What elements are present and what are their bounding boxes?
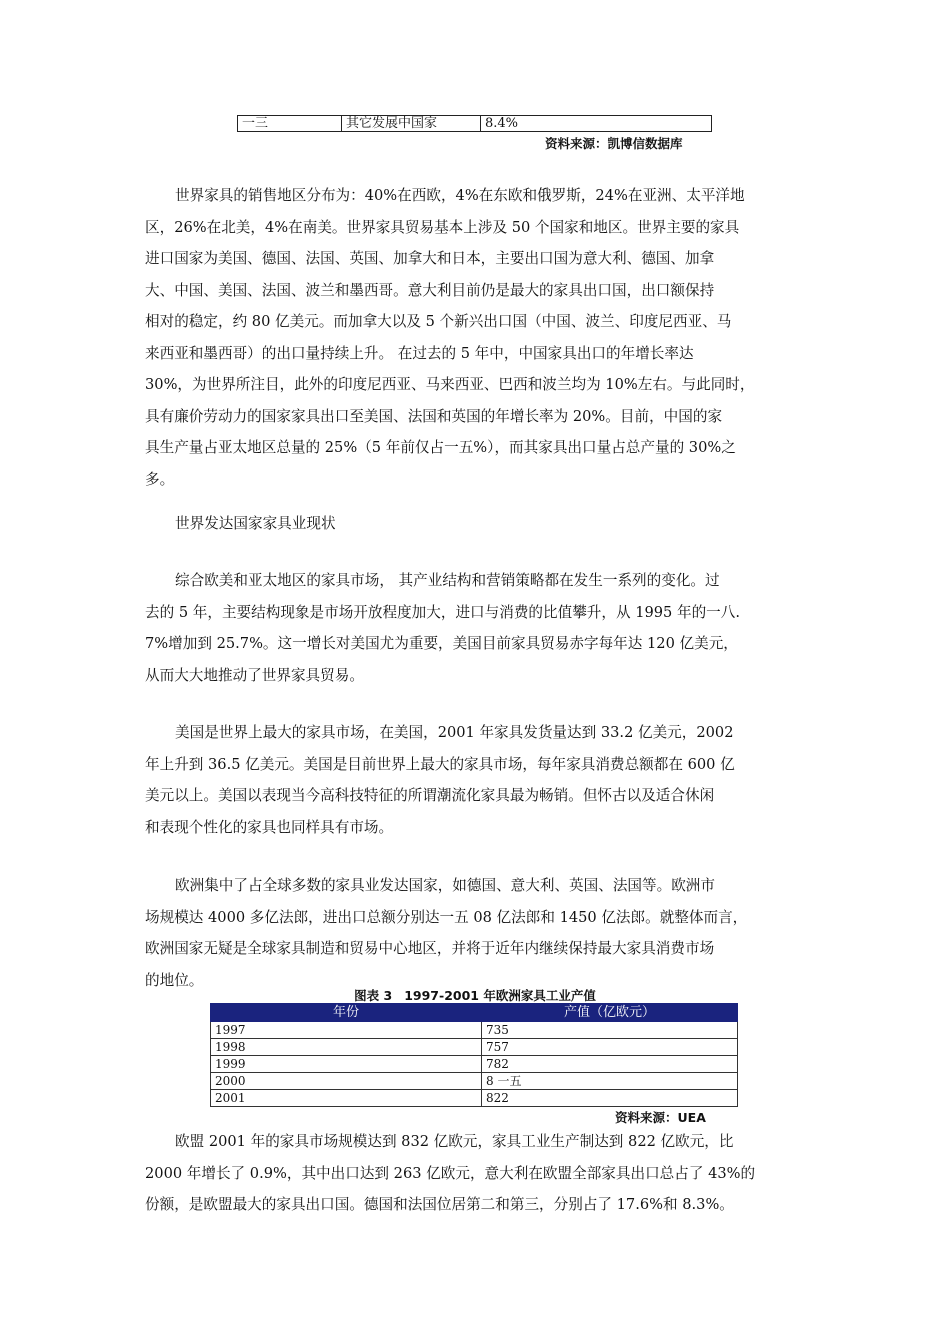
year-cell: 1997 <box>211 1022 482 1039</box>
text-line: 世界家具的销售地区分布为：40%在西欧，4%在东欧和俄罗斯，24%在亚洲、太平洋地 <box>175 187 745 204</box>
paragraph-sales-distribution <box>145 180 805 495</box>
rank-cell: 一三 <box>238 116 342 132</box>
text-line: 欧盟 2001 年的家具市场规模达到 832 亿欧元，家具工业生产制达到 822 亿欧元，比 <box>175 1133 734 1150</box>
table-row <box>211 1073 738 1090</box>
source-note: 资料来源：凯博信数据库 <box>545 136 683 151</box>
text-line: 7%增加到 25.7%。这一增长对美国尤为重要，美国目前家具贸易赤字每年达 120 亿美元， <box>145 635 738 652</box>
column-header-value: 产值（亿欧元） <box>482 1004 738 1022</box>
text-line: 2000 年增长了 0.9%，其中出口达到 263 亿欧元，意大利在欧盟全部家具出口总占了 43%的 <box>145 1164 756 1182</box>
section-heading: 世界发达国家家具业现状 <box>175 515 336 532</box>
year-cell: 1998 <box>211 1039 482 1056</box>
paragraph-europe-market <box>145 870 805 996</box>
source-note: 资料来源：UEA <box>615 1110 706 1125</box>
text-line: 从而大大地推动了世界家具贸易。 <box>145 666 364 684</box>
figure-caption <box>0 988 950 1004</box>
text-line: 年上升到 36.5 亿美元。美国是目前世界上最大的家具市场，每年家具消费总额都在 600 亿 <box>145 755 735 773</box>
paragraph-eu-market <box>145 1126 805 1221</box>
value-cell: 735 <box>482 1022 738 1039</box>
figure-label: 图表 3 <box>354 988 393 1003</box>
text-line: 和表现个性化的家具也同样具有市场。 <box>145 818 394 836</box>
text-line: 美元以上。美国以表现当今高科技特征的所谓潮流化家具最为畅销。但怀古以及适合休闲 <box>145 787 715 804</box>
value-cell: 782 <box>482 1056 738 1073</box>
table-header-row <box>211 1004 738 1022</box>
text-line: 多。 <box>145 470 175 488</box>
value-cell: 757 <box>482 1039 738 1056</box>
text-line: 相对的稳定，约 80 亿美元。而加拿大以及 5 个新兴出口国（中国、波兰、印度尼西亚、马 <box>145 313 732 330</box>
year-cell: 2001 <box>211 1090 482 1107</box>
text-line: 30%，为世界所注目，此外的印度尼西亚、马来西亚、巴西和波兰均为 10%左右。与此同时， <box>145 376 755 393</box>
column-header-year: 年份 <box>211 1004 482 1022</box>
text-line: 区，26%在北美，4%在南美。世界家具贸易基本上涉及 50 个国家和地区。世界主要的家具 <box>145 218 740 236</box>
text-line: 大、中国、美国、法国、波兰和墨西哥。意大利目前仍是最大的家具出口国，出口额保持 <box>145 281 715 299</box>
text-line: 欧洲国家无疑是全球家具制造和贸易中心地区，并将于近年内继续保持最大家具消费市场 <box>145 940 715 957</box>
text-line: 去的 5 年，主要结构现象是市场开放程度加大，进口与消费的比值攀升，从 1995 年的一八. <box>145 603 740 621</box>
country-cell: 其它发展中国家 <box>342 116 481 132</box>
text-line: 欧洲集中了占全球多数的家具业发达国家，如德国、意大利、英国、法国等。欧洲市 <box>175 877 715 894</box>
table-row <box>211 1022 738 1039</box>
text-line: 来西亚和墨西哥）的出口量持续上升。 在过去的 5 年中，中国家具出口的年增长率达 <box>145 344 694 362</box>
table-row <box>211 1056 738 1073</box>
country-share-table-fragment <box>237 115 712 132</box>
text-line: 具生产量占亚太地区总量的 25%（5 年前仅占一五%），而其家具出口量占总产量的 30%之 <box>145 439 736 456</box>
text-line: 综合欧美和亚太地区的家具市场， 其产业结构和营销策略都在发生一系列的变化。过 <box>175 572 720 589</box>
table-row <box>211 1090 738 1107</box>
text-line: 具有廉价劳动力的国家家具出口至美国、法国和英国的年增长率为 20%。目前，中国的家 <box>145 407 723 425</box>
paragraph-us-market <box>145 717 805 843</box>
text-line: 场规模达 4000 多亿法郎，进出口总额分别达一五 08 亿法郎和 1450 亿法郎。就整体而言， <box>145 908 748 926</box>
value-cell: 8 一五 <box>482 1073 738 1090</box>
text-line: 美国是世界上最大的家具市场，在美国，2001 年家具发货量达到 33.2 亿美元，2002 <box>175 724 734 741</box>
europe-furniture-output-table <box>210 1003 738 1107</box>
year-cell: 1999 <box>211 1056 482 1073</box>
text-line: 进口国家为美国、德国、法国、英国、加拿大和日本，主要出口国为意大利、德国、加拿 <box>145 250 715 267</box>
value-cell: 822 <box>482 1090 738 1107</box>
text-line: 份额，是欧盟最大的家具出口国。德国和法国位居第二和第三，分别占了 17.6%和 8.3%。 <box>145 1196 734 1213</box>
year-cell: 2000 <box>211 1073 482 1090</box>
table-row <box>211 1039 738 1056</box>
paragraph-market-structure <box>145 565 805 691</box>
table-row <box>238 116 712 132</box>
share-cell: 8.4% <box>481 116 712 132</box>
figure-title: 1997-2001 年欧洲家具工业产值 <box>404 988 596 1003</box>
text-line: 的地位。 <box>145 971 204 989</box>
